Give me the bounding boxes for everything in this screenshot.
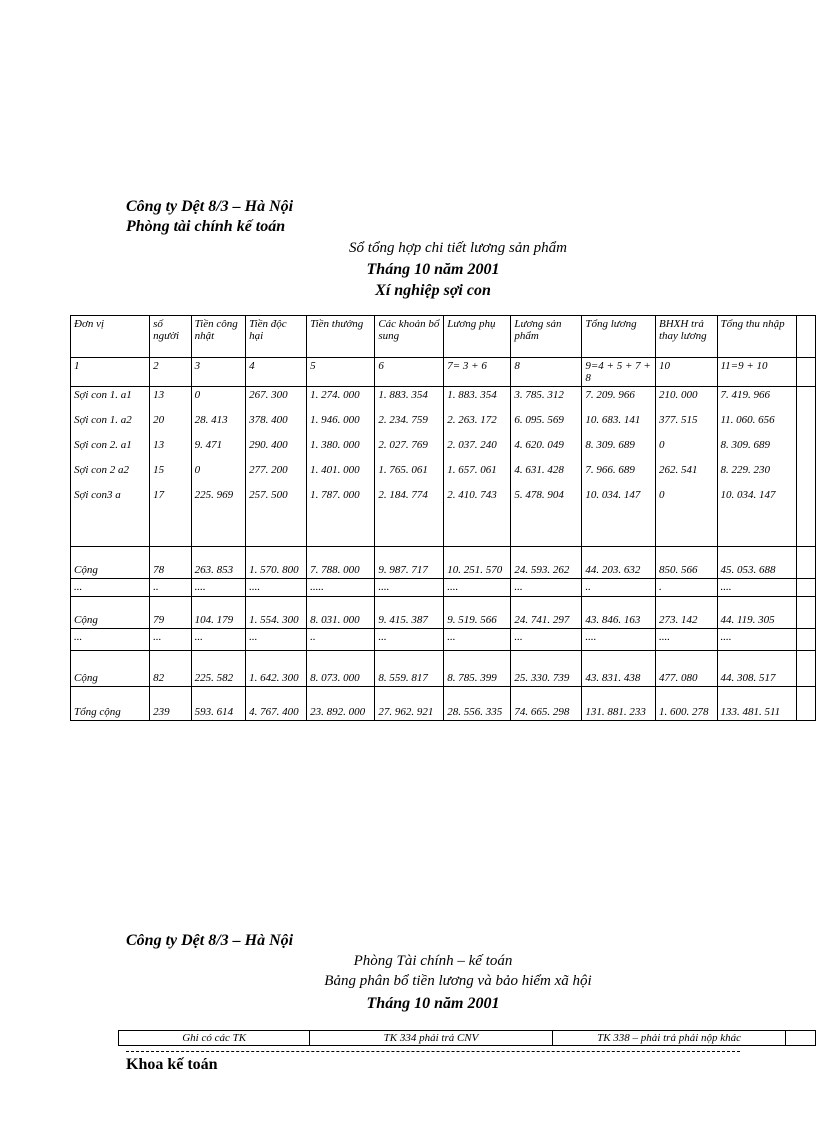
header-cell: Tiền độc hại xyxy=(246,316,307,358)
detail-row xyxy=(71,387,816,547)
header-cell: Các khoản bổ sung xyxy=(375,316,444,358)
header-cell: Ghi có các TK xyxy=(119,1031,310,1046)
unit-name: Sợi con 2. a1 xyxy=(74,439,132,451)
allocation-title: Bảng phân bổ tiền lương và bảo hiểm xã hội xyxy=(324,973,592,989)
header-cell: Lương sản phẩm xyxy=(511,316,582,358)
payroll-summary-table xyxy=(70,315,816,721)
header-cell: Tổng lương xyxy=(582,316,656,358)
header-cell: TK 338 – phải trả phải nộp khác xyxy=(552,1031,786,1046)
company-name: Công ty Dệt 8/3 – Hà Nội xyxy=(126,198,294,215)
report-month: Tháng 10 năm 2001 xyxy=(366,261,500,278)
index-cell: 1 xyxy=(71,358,150,387)
detail-col-social-insurance: 210. 000 377. 515 0 262. 541 0 xyxy=(655,387,717,547)
table-header-row xyxy=(71,316,816,358)
index-cell: 3 xyxy=(191,358,245,387)
index-cell: 5 xyxy=(307,358,375,387)
total-row: Cộng 79 104. 179 1. 554. 300 8. 031. 000 9. 415. 387 9. 519. 566 24. 741. 297 43. 846. 163 273. 142 44. 119. 305 xyxy=(71,597,816,629)
header-cell-extra xyxy=(796,316,815,358)
index-cell: 4 xyxy=(246,358,307,387)
unit-name: Sợi con 1. a2 xyxy=(74,414,132,426)
header-cell: BHXH trả thay lương xyxy=(655,316,717,358)
department-name: Phòng tài chính kế toán xyxy=(126,218,286,235)
index-cell: 9=4 + 5 + 7 + 8 xyxy=(582,358,656,387)
detail-col-workers: 13 20 13 15 17 xyxy=(150,387,191,547)
total-row: Cộng 82 225. 582 1. 642. 300 8. 073. 000 8. 559. 817 8. 785. 399 25. 330. 739 43. 831. 438 477. 080 44. 308. 517 xyxy=(71,651,816,687)
page-break-divider xyxy=(126,1051,740,1052)
ellipsis-row: ... ... ... ... .. ... ... ... .... .... .... xyxy=(71,629,816,651)
company-name-2: Công ty Dệt 8/3 – Hà Nội xyxy=(126,932,294,949)
index-cell: 11=9 + 10 xyxy=(717,358,796,387)
header-cell: Tổng thu nhập xyxy=(717,316,796,358)
detail-col-total-income: 7. 419. 966 11. 060. 656 8. 309. 689 8. 229. 230 10. 034. 147 xyxy=(717,387,796,547)
detail-col-daily-wage: 0 28. 413 9. 471 0 225. 969 xyxy=(191,387,245,547)
unit-name: Sợi con3 a xyxy=(74,489,121,501)
index-cell: 6 xyxy=(375,358,444,387)
allocation-month: Tháng 10 năm 2001 xyxy=(366,995,500,1012)
report-unit: Xí nghiệp sợi con xyxy=(375,282,491,299)
detail-col-supplement: 1. 883. 354 2. 234. 759 2. 027. 769 1. 765. 061 2. 184. 774 xyxy=(375,387,444,547)
index-row xyxy=(71,358,816,387)
header-cell: Tiền công nhật xyxy=(191,316,245,358)
header-cell: TK 334 phải trả CNV xyxy=(310,1031,553,1046)
department-name-2: Phòng Tài chính – kế toán xyxy=(353,953,513,969)
detail-col-total-wage: 7. 209. 966 10. 683. 141 8. 309. 689 7. 966. 689 10. 034. 147 xyxy=(582,387,656,547)
detail-col-product-wage: 3. 785. 312 6. 095. 569 4. 620. 049 4. 631. 428 5. 478. 904 xyxy=(511,387,582,547)
unit-name: Sợi con 1. a1 xyxy=(74,389,132,401)
footer-label: Khoa kế toán xyxy=(126,1056,218,1073)
header-cell: Lương phụ xyxy=(444,316,511,358)
allocation-table xyxy=(118,1030,816,1046)
units-cell xyxy=(71,387,150,547)
detail-col-extra-pay: 1. 883. 354 2. 263. 172 2. 037. 240 1. 657. 061 2. 410. 743 xyxy=(444,387,511,547)
header-cell-extra xyxy=(786,1031,816,1046)
index-cell: 7= 3 + 6 xyxy=(444,358,511,387)
detail-col-hazard: 267. 300 378. 400 290. 400 277. 200 257. 500 xyxy=(246,387,307,547)
detail-col-bonus: 1. 274. 000 1. 946. 000 1. 380. 000 1. 401. 000 1. 787. 000 xyxy=(307,387,375,547)
index-cell: 2 xyxy=(150,358,191,387)
index-cell: 10 xyxy=(655,358,717,387)
unit-name: Sợi con 2 a2 xyxy=(74,464,130,476)
grand-total-row: Tổng cộng 239 593. 614 4. 767. 400 23. 892. 000 27. 962. 921 28. 556. 335 74. 665. 298 131. 881. 233 1. 600. 278 133. 481. 511 xyxy=(71,687,816,721)
header-cell: Đơn vị xyxy=(71,316,150,358)
header-cell: Tiền thưởng xyxy=(307,316,375,358)
ellipsis-row: ... .. .... .... ..... .... .... ... .. . .... xyxy=(71,579,816,597)
header-cell: số người xyxy=(150,316,191,358)
report-title: Sổ tổng hợp chi tiết lương sản phẩm xyxy=(349,240,567,256)
index-cell: 8 xyxy=(511,358,582,387)
table-header-row xyxy=(119,1031,816,1046)
total-row: Cộng 78 263. 853 1. 570. 800 7. 788. 000 9. 987. 717 10. 251. 570 24. 593. 262 44. 203. 632 850. 566 45. 053. 688 xyxy=(71,547,816,579)
